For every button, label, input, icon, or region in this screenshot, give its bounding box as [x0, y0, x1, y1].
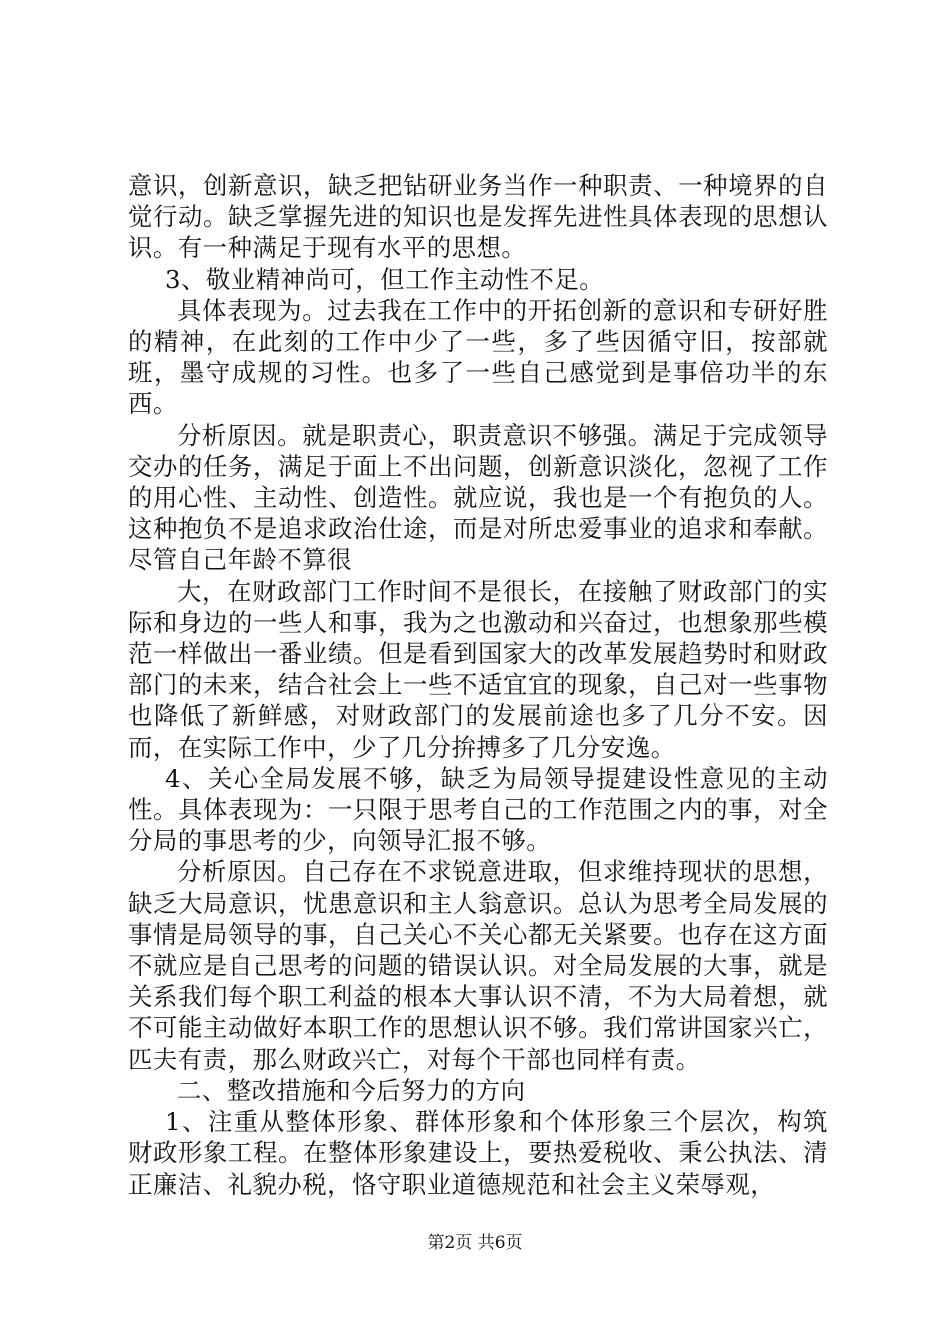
paragraph-1: 意识，创新意识，缺乏把钻研业务当作一种职责、一种境界的自觉行动。缺乏掌握先进的知识也是发挥先进性具体表现的思想认识。有一种满足于现有水平的思想。: [128, 171, 828, 263]
paragraph-4: 分析原因。就是职责心，职责意识不够强。满足于完成领导交办的任务，满足于面上不出问题，创新意识淡化，忽视了工作的用心性、主动性、创造性。就应说，我也是一个有抱负的人。这种抱负不是追求政治仕途，而是对所忠爱事业的追求和奉献。尽管自己年龄不算很: [128, 420, 828, 575]
paragraph-3: 具体表现为。过去我在工作中的开拓创新的意识和专研好胜的精神，在此刻的工作中少了一些，多了些因循守旧，按部就班，墨守成规的习性。也多了一些自己感觉到是事倍功半的东西。: [128, 295, 828, 419]
page-number-footer: 第2页 共6页: [427, 1233, 523, 1253]
paragraph-9: 1、注重从整体形象、群体形象和个体形象三个层次，构筑财政形象工程。在整体形象建设上，要热爱税收、秉公执法、清正廉洁、礼貌办税，恪守职业道德规范和社会主义荣辱观，: [128, 1107, 828, 1199]
paragraph-6-heading: 4、关心全局发展不够，缺乏为局领导提建设性意见的主动性。具体表现为：一只限于思考自己的工作范围之内的事，对全分局的事思考的少，向领导汇报不够。: [128, 763, 828, 856]
paragraph-7: 分析原因。自己存在不求锐意进取，但求维持现状的思想，缺乏大局意识，忧患意识和主人翁意识。总认为思考全局发展的事情是局领导的事，自己关心不关心都无关紧要。也存在这方面不就应是自己思考的问题的错误认识。对全局发展的大事，就是关系我们每个职工利益的根本大事认识不清，不为大局着想，就不可能主动做好本职工作的思想认识不够。我们常讲国家兴亡，匹夫有责，那么财政兴亡，对每个干部也同样有责。: [128, 857, 828, 1074]
document-body: [128, 170, 828, 1200]
section-heading: 二、整改措施和今后努力的方向: [177, 1075, 526, 1105]
paragraph-5: 大，在财政部门工作时间不是很长，在接触了财政部门的实际和身边的一些人和事，我为之也激动和兴奋过，也想象那些模范一样做出一番业绩。但是看到国家大的改革发展趋势时和财政部门的未来，结合社会上一些不适宜宜的现象，自己对一些事物也降低了新鲜感，对财政部门的发展前途也多了几分不安。因而，在实际工作中，少了几分拚搏多了几分安逸。: [128, 576, 828, 762]
paragraph-2-heading: 3、敬业精神尚可，但工作主动性不足。: [165, 264, 605, 294]
